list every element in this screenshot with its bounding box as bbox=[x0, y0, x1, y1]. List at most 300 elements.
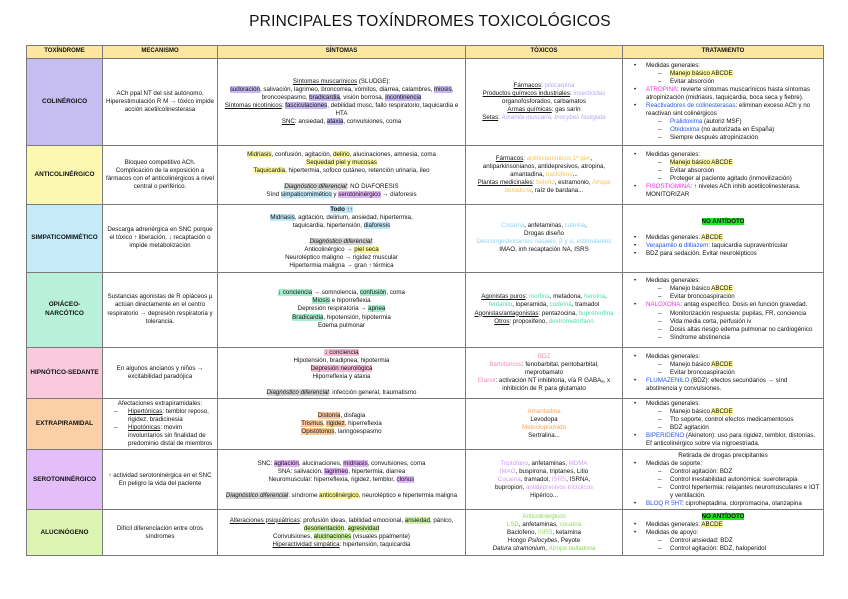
highlighted-term: ↓ conciencia bbox=[278, 289, 313, 297]
text-segment: Amantadina bbox=[527, 407, 561, 415]
text-segment: codeína bbox=[549, 301, 572, 309]
highlighted-term: Bradicardia bbox=[292, 313, 324, 321]
mecanismo-cell bbox=[103, 59, 218, 146]
text-line bbox=[469, 460, 619, 468]
text-segment: , convulsiones, coma bbox=[343, 118, 402, 126]
highlighted-term: Midriasis bbox=[270, 214, 295, 222]
highlighted-term: clonus bbox=[396, 475, 415, 483]
text-segment: Hipertermia maligna → gran ↑ térmica bbox=[289, 262, 394, 270]
sub-item bbox=[626, 159, 820, 167]
text-segment: En peligro la vida del paciente bbox=[118, 479, 202, 487]
text-segment: Anticolinérgicos bbox=[522, 512, 566, 520]
text-segment: Atropa belladona bbox=[548, 544, 596, 552]
text-segment: : profusión ideas, labilidad emocional, bbox=[299, 516, 405, 524]
text-line bbox=[469, 416, 619, 424]
sintomas-cell bbox=[218, 205, 466, 273]
text-segment: Fármacos bbox=[513, 81, 542, 89]
highlighted-term: ABCDE bbox=[701, 520, 723, 528]
antidote-name: ATROPINA bbox=[646, 85, 678, 93]
text-line bbox=[221, 289, 462, 297]
highlighted-term: apnea bbox=[368, 305, 386, 313]
text-segment: En algunos ancianos y niños → excitabilidad paradójica bbox=[116, 364, 204, 380]
toxindrome-cell: OPIÁCEO-NARCÓTICO bbox=[27, 272, 103, 347]
text-segment: Productos químicos industriales bbox=[482, 89, 570, 97]
text-segment: Afectaciones extrapiramidales: bbox=[117, 399, 203, 407]
text-segment: : infección general, traumatismo bbox=[328, 388, 417, 396]
highlighted-term: incontinencia bbox=[385, 93, 422, 101]
text-segment: Hiporreflexia y ataxia bbox=[312, 372, 371, 380]
text-segment: heroína bbox=[584, 293, 606, 301]
tratamiento-cell bbox=[623, 146, 824, 205]
text-segment: Vida media corta, perfusión iv bbox=[670, 317, 752, 325]
antidote-name: BLOQ R 5HT bbox=[646, 499, 683, 507]
text-segment: : gas sarín bbox=[551, 106, 581, 114]
text-segment: Plantas medicinales bbox=[477, 179, 533, 187]
text-segment: : activación NT inhibitoria, vía R GABAₐ, x bbox=[495, 376, 611, 384]
text-segment: beleño bbox=[536, 179, 555, 187]
text-segment: Hiperactividad simpática bbox=[272, 540, 340, 548]
text-segment: , coma bbox=[386, 289, 405, 297]
highlighted-term: desorientación bbox=[303, 524, 345, 532]
toxindrome-cell: SEROTONINÉRGICO bbox=[27, 450, 103, 510]
highlighted-term: Manejo básico ABCDE bbox=[670, 69, 733, 77]
text-line bbox=[469, 424, 619, 432]
text-segment: Anticolinérgico → bbox=[304, 246, 355, 254]
text-segment: antiparkinsonianos, antidepresivos, atropina, bbox=[482, 162, 606, 170]
text-segment: Dosis altas riesgo edema pulmonar no cardiogénico bbox=[670, 325, 813, 333]
text-segment: (BDZ): efectos secundarios → sínd abstinencia y convulsiones. bbox=[646, 376, 788, 392]
highlighted-term: Manejo básico ABCDE bbox=[670, 158, 733, 166]
text-segment: meprobamato bbox=[524, 368, 564, 376]
text-line bbox=[626, 226, 820, 234]
text-segment: Bloqueo competitivo ACh. Complicación de la exposición a fármacos con ef anticolinérgicos a nivel central o periférico. bbox=[106, 158, 214, 191]
text-segment: , salivación, lagrimeo, broncorrea, vómitos, diarrea, calambres, bbox=[259, 85, 434, 93]
text-segment: Manejo básico bbox=[670, 407, 712, 415]
sub-item bbox=[106, 408, 214, 424]
text-segment: , alucinaciones, amnesia, coma bbox=[349, 150, 436, 158]
text-line bbox=[221, 175, 462, 183]
mecanismo-cell bbox=[103, 347, 218, 398]
highlighted-term: Depresión neurológica bbox=[310, 364, 373, 372]
toxindrome-cell: SIMPATICOMIMÉTICO bbox=[27, 205, 103, 273]
highlighted-term: alucinaciones bbox=[313, 532, 352, 540]
text-segment: , visión borrosa, bbox=[339, 93, 386, 101]
sub-item bbox=[626, 285, 820, 293]
text-line bbox=[469, 369, 619, 377]
highlighted-term: Trismus bbox=[301, 420, 323, 428]
sintomas-cell bbox=[218, 510, 466, 556]
text-segment: : pentazocina, bbox=[538, 309, 579, 317]
highlighted-term: lagrimeo bbox=[324, 467, 349, 475]
text-segment: Control inestabilidad autonómica: sueroterapia bbox=[670, 475, 798, 483]
antidote-name: Reactivadores de colinesterasas bbox=[646, 102, 736, 109]
text-line bbox=[469, 537, 619, 545]
header-toxicos: TÓXICOS bbox=[466, 46, 623, 59]
text-segment: dextrometorfano bbox=[548, 317, 594, 325]
diagnostico-diferencial-label: Diagnóstico diferencial bbox=[284, 183, 347, 191]
toxindrome-cell: ALUCINÓGENO bbox=[27, 510, 103, 556]
text-segment: ↑ actividad serotoninérgica en el SNC bbox=[108, 471, 212, 479]
text-segment: Medidas generales: bbox=[646, 61, 701, 69]
text-segment: organofosforados, carbamatos bbox=[502, 97, 586, 105]
text-segment: , neuroléptico e hipertermia maligna bbox=[358, 491, 458, 499]
highlighted-term: piel seca bbox=[354, 246, 379, 254]
sub-item bbox=[626, 424, 820, 432]
toxicos-cell bbox=[466, 450, 623, 510]
sintomas-cell bbox=[218, 59, 466, 146]
highlighted-term: Taquicardia bbox=[253, 166, 286, 174]
text-segment: Tto soporte, control efectos medicamentosos bbox=[670, 416, 794, 423]
table-row bbox=[27, 205, 824, 273]
sub-item bbox=[626, 476, 820, 484]
text-segment: SNC: bbox=[257, 459, 275, 467]
text-line bbox=[221, 389, 462, 397]
highlighted-term: Sequedad piel y mucosas bbox=[306, 158, 377, 166]
text-segment: o bbox=[676, 242, 684, 250]
text-segment: Sertralina... bbox=[528, 432, 560, 440]
text-segment: Medidas generales: bbox=[646, 234, 702, 242]
text-line bbox=[469, 492, 619, 500]
text-segment: buprenorfina bbox=[578, 309, 614, 317]
text-segment: Otros bbox=[494, 317, 510, 325]
tratamiento-cell bbox=[623, 59, 824, 146]
text-segment: : bbox=[498, 114, 502, 122]
bullet-item bbox=[626, 183, 820, 199]
text-segment: : bbox=[281, 102, 286, 109]
sub-item bbox=[626, 468, 820, 476]
sub-item bbox=[626, 408, 820, 416]
text-segment: , metadona, bbox=[549, 293, 585, 301]
sub-item bbox=[626, 369, 820, 377]
text-line bbox=[221, 151, 462, 159]
bullet-item bbox=[626, 102, 820, 118]
sub-item bbox=[626, 167, 820, 175]
text-line bbox=[469, 82, 619, 90]
text-segment: : revierte síntomas muscarínicos hasta síntomas atropinización (midriasis, taquicardia, boca seca y fiebre). bbox=[646, 85, 810, 101]
text-segment: , bbox=[545, 544, 549, 552]
sub-item bbox=[626, 118, 820, 126]
text-segment: Levodopa bbox=[530, 416, 558, 423]
text-segment: : hipertensión, taquicardia bbox=[339, 540, 411, 548]
antidote-name: Verapamilo bbox=[646, 242, 677, 250]
highlighted-term: midriasis bbox=[343, 459, 368, 467]
text-segment: baclofeno bbox=[545, 170, 573, 178]
sintomas-cell bbox=[218, 347, 466, 398]
bullet-item bbox=[626, 529, 820, 537]
text-segment: Baclofeno, bbox=[507, 528, 538, 536]
text-segment: : taquicardia supraventricular bbox=[708, 242, 788, 250]
text-segment: IMAO bbox=[499, 467, 516, 475]
toxicos-cell bbox=[466, 510, 623, 556]
tratamiento-cell bbox=[623, 205, 824, 273]
bullet-item bbox=[626, 250, 820, 258]
text-segment: Síndrome abstinencia bbox=[670, 333, 730, 341]
text-line bbox=[469, 484, 619, 492]
text-line bbox=[106, 400, 214, 408]
mecanismo-cell bbox=[103, 205, 218, 273]
text-segment: Atropa belladona bbox=[504, 179, 611, 195]
toxicos-cell bbox=[466, 347, 623, 398]
text-segment: Etanol bbox=[477, 376, 496, 384]
text-line bbox=[469, 179, 619, 195]
diagnostico-diferencial-label: Diagnóstico diferencial bbox=[266, 388, 329, 396]
sub-item bbox=[106, 424, 214, 448]
text-segment: Difícil diferenciación entre otros síndromes bbox=[116, 524, 204, 540]
text-segment: SNC bbox=[281, 118, 295, 126]
text-line bbox=[626, 452, 820, 460]
sub-item bbox=[626, 293, 820, 301]
text-line bbox=[469, 377, 619, 385]
header-mecanismo: MECANISMO bbox=[103, 46, 218, 59]
highlighted-term: anticolinérgico bbox=[319, 491, 359, 499]
text-segment: , bbox=[585, 222, 587, 230]
text-line bbox=[221, 314, 462, 322]
text-segment: Control hipertermia: relajantes neuromusculares e IOT y ventilación. bbox=[670, 483, 820, 499]
text-segment: Manejo básico bbox=[670, 285, 712, 293]
bullet-item bbox=[626, 301, 820, 309]
sub-item bbox=[626, 361, 820, 369]
text-line bbox=[221, 428, 462, 436]
tratamiento-cell bbox=[623, 510, 824, 556]
text-line bbox=[106, 365, 214, 381]
text-segment: bupropion, bbox=[494, 483, 526, 491]
text-line bbox=[469, 468, 619, 476]
text-segment: , hiperreflexia bbox=[344, 420, 382, 428]
text-segment: : bbox=[371, 238, 374, 246]
text-line bbox=[221, 420, 462, 428]
text-segment: ISRS bbox=[537, 528, 553, 536]
table-row bbox=[27, 510, 824, 556]
text-line bbox=[106, 226, 214, 250]
text-segment: : NO DIAFORESIS bbox=[346, 183, 399, 191]
text-segment: Medidas de apoyo: bbox=[646, 528, 699, 536]
text-segment: Evitar broncoaspiración bbox=[670, 293, 735, 301]
text-segment: Medidas de soporte: bbox=[646, 459, 703, 467]
mecanismo-cell bbox=[103, 398, 218, 449]
text-segment: Alteraciones psiquiátricas bbox=[229, 516, 300, 524]
no-antidoto-badge: NO ANTÍDOTO bbox=[701, 218, 745, 226]
text-line bbox=[469, 385, 619, 393]
text-line bbox=[221, 381, 462, 389]
text-segment: , hipotensión, hipotermia bbox=[323, 313, 391, 321]
text-segment: : ciproheptadina, clorpromacina, olanzapina bbox=[682, 499, 802, 507]
text-segment: ISRS bbox=[551, 475, 567, 483]
sub-item bbox=[626, 318, 820, 326]
page-title: PRINCIPALES TOXÍNDROMES TOXICOLÓGICOS bbox=[249, 13, 611, 30]
sintomas-cell bbox=[218, 272, 466, 347]
tratamiento-cell bbox=[623, 450, 824, 510]
text-segment: : ↑ niveles ACh inhib acetilcolinesterasa. MONITORIZAR bbox=[646, 183, 801, 199]
mecanismo-cell bbox=[103, 146, 218, 205]
highlighted-term: ataxia bbox=[326, 118, 344, 126]
text-line bbox=[221, 183, 462, 191]
highlighted-term: agitación bbox=[274, 459, 299, 467]
text-segment: (Akineton): uso para rigidez, temblor, distonías. Ef anticolinérgico sobre vía nigroestriada. bbox=[646, 432, 816, 448]
text-line bbox=[469, 106, 619, 114]
text-line bbox=[221, 78, 462, 86]
sub-item bbox=[626, 126, 820, 134]
text-segment: , raíz de bardana... bbox=[531, 187, 584, 195]
toxindrome-cell: ANTICOLINÉRGICO bbox=[27, 146, 103, 205]
text-segment: , loperamida, bbox=[512, 301, 550, 309]
text-segment: Sínd bbox=[266, 191, 281, 199]
text-segment: , bbox=[322, 420, 327, 428]
text-segment: : antag específico. Dosis en función gravedad. bbox=[680, 301, 808, 309]
text-line bbox=[469, 529, 619, 537]
text-segment: Sustancias agonistas de R opiáceos µ actúan directamente en el centro respiratorio → depresión respiratoria y tolerancia. bbox=[107, 293, 213, 325]
diagnostico-diferencial-label: Diagnóstico diferencial bbox=[225, 491, 289, 499]
header-toxindrome: TOXÍNDROME bbox=[27, 46, 103, 59]
text-segment: , convulsiones, coma bbox=[367, 459, 426, 467]
bullet-item bbox=[626, 86, 820, 102]
text-segment: , hipertermia, sofoco cutáneo, retención urinaria, íleo bbox=[285, 166, 430, 174]
text-line bbox=[221, 525, 462, 533]
text-line bbox=[469, 521, 619, 529]
sub-item bbox=[626, 416, 820, 424]
bullet-item bbox=[626, 62, 820, 70]
tratamiento-cell bbox=[623, 398, 824, 449]
text-segment: → somnolencia, bbox=[312, 289, 360, 297]
highlighted-term: simpaticomimético bbox=[280, 191, 332, 199]
table-header-row bbox=[27, 46, 824, 59]
text-segment: BDZ agitación bbox=[670, 424, 709, 432]
text-segment: → diaforesis bbox=[380, 191, 417, 199]
text-segment: Evitar broncoaspiración bbox=[670, 368, 735, 376]
text-segment: , anfetaminas, bbox=[518, 520, 560, 528]
text-segment: , bbox=[605, 293, 607, 301]
text-line bbox=[469, 230, 619, 238]
mecanismo-cell bbox=[103, 510, 218, 556]
text-segment: Drogas diseño bbox=[524, 230, 564, 238]
sub-item bbox=[626, 175, 820, 183]
text-segment: , estramonio, bbox=[554, 179, 593, 187]
text-line bbox=[106, 90, 214, 114]
text-segment: e hiporreflexia bbox=[329, 297, 371, 305]
highlighted-term: confusión bbox=[359, 289, 387, 297]
diagnostico-diferencial-label: Diagnóstico diferencial bbox=[309, 238, 372, 246]
text-line bbox=[106, 525, 214, 541]
header-tratamiento: TRATAMIENTO bbox=[623, 46, 824, 59]
header-sintomas: SÍNTOMAS bbox=[218, 46, 466, 59]
text-line bbox=[221, 533, 462, 541]
text-line bbox=[469, 222, 619, 230]
text-line bbox=[221, 322, 462, 330]
text-line bbox=[469, 301, 619, 309]
text-segment: : propoxifeno, bbox=[509, 317, 549, 325]
text-line bbox=[469, 513, 619, 521]
text-segment: Medidas generales: bbox=[646, 150, 701, 158]
sintomas-cell bbox=[218, 398, 466, 449]
bullet-item bbox=[626, 151, 820, 159]
text-line bbox=[469, 155, 619, 163]
text-segment: Neuromuscular: hiperreflexia, rigidez, temblor, bbox=[268, 475, 397, 483]
text-line bbox=[221, 357, 462, 365]
text-line bbox=[221, 191, 462, 199]
text-line bbox=[106, 472, 214, 480]
text-line bbox=[469, 114, 619, 122]
text-segment: Evitar absorción bbox=[670, 77, 715, 85]
table-row bbox=[27, 272, 824, 347]
text-segment: Depresión respiratoria → bbox=[297, 305, 369, 313]
text-segment: insecticidas bbox=[573, 89, 606, 97]
text-line bbox=[221, 365, 462, 373]
text-segment: Evitar absorción bbox=[670, 166, 715, 174]
text-segment: , alucinaciones, bbox=[298, 459, 344, 467]
text-segment: Barbitúricos bbox=[489, 360, 522, 368]
text-line bbox=[469, 310, 619, 318]
text-segment: IMAO, inh recaptación NA, ISRS bbox=[499, 246, 589, 254]
text-segment: amantadina, bbox=[510, 170, 546, 178]
text-segment: : bbox=[525, 293, 530, 301]
antidote-name: Obidoxima bbox=[670, 126, 700, 134]
text-segment: LSD bbox=[506, 520, 519, 528]
text-segment: Control agitación: BDZ, haloperidol bbox=[670, 544, 766, 552]
text-line bbox=[469, 293, 619, 301]
text-line bbox=[221, 412, 462, 420]
text-line bbox=[469, 246, 619, 254]
highlighted-term: sudoración bbox=[229, 85, 260, 93]
text-line bbox=[221, 468, 462, 476]
highlighted-term: Opistótonos bbox=[301, 428, 335, 436]
bullet-item bbox=[626, 400, 820, 408]
highlighted-term: miosis bbox=[434, 85, 452, 93]
text-line bbox=[469, 318, 619, 326]
text-segment: , disfagia bbox=[340, 411, 366, 419]
bullet-item bbox=[626, 353, 820, 361]
text-segment: Descongestionantes nasales, β y α₁ estimulantes bbox=[476, 238, 612, 246]
highlighted-term: Todo ↑↑ bbox=[330, 206, 353, 213]
text-segment: fentanilo bbox=[488, 301, 513, 309]
text-segment: cafeína bbox=[564, 222, 586, 230]
text-line bbox=[626, 218, 820, 226]
sub-item bbox=[626, 326, 820, 334]
highlighted-term: ABCDE bbox=[711, 285, 733, 293]
text-segment: Triptófano bbox=[500, 459, 529, 467]
text-segment: Medidas generales: bbox=[646, 277, 701, 285]
text-segment: , Peyote bbox=[557, 536, 581, 544]
text-segment: cocaína bbox=[559, 520, 582, 528]
text-segment: , buspirona, triptanes, Litio bbox=[515, 467, 589, 475]
text-segment: : bbox=[541, 81, 545, 89]
text-segment: Agonistas/antagonistas bbox=[474, 309, 539, 317]
text-segment: , pánico, bbox=[429, 516, 454, 524]
text-line bbox=[469, 171, 619, 179]
text-line bbox=[221, 102, 462, 118]
text-line bbox=[106, 480, 214, 488]
bullet-item bbox=[626, 460, 820, 468]
text-line bbox=[469, 238, 619, 246]
sub-item bbox=[626, 78, 820, 86]
text-segment: taquicardia, hipertensión, bbox=[292, 222, 364, 230]
antidote-name: Pralidoxima bbox=[670, 118, 703, 126]
text-line bbox=[221, 484, 462, 492]
text-line bbox=[221, 349, 462, 357]
text-segment: ACh ppal NT del sist autónomo. Hiperestimulación R M → tóxico impide acción acetilcolinesterasa bbox=[106, 89, 214, 114]
text-segment: inhibición de R para glutamato bbox=[502, 384, 586, 392]
sub-item bbox=[626, 134, 820, 142]
bullet-item bbox=[626, 377, 820, 393]
text-line bbox=[469, 163, 619, 171]
text-line bbox=[469, 432, 619, 440]
text-segment: , broncoespasmo, bbox=[261, 85, 454, 101]
text-segment: MDMA bbox=[568, 459, 588, 467]
text-segment: : bbox=[569, 89, 574, 97]
highlighted-term: rigidez bbox=[326, 420, 345, 428]
text-segment: , laringoespasmo bbox=[334, 428, 382, 436]
sub-item bbox=[626, 537, 820, 545]
text-segment: BDZ bbox=[537, 352, 551, 360]
text-segment: , ketamina bbox=[552, 528, 581, 536]
